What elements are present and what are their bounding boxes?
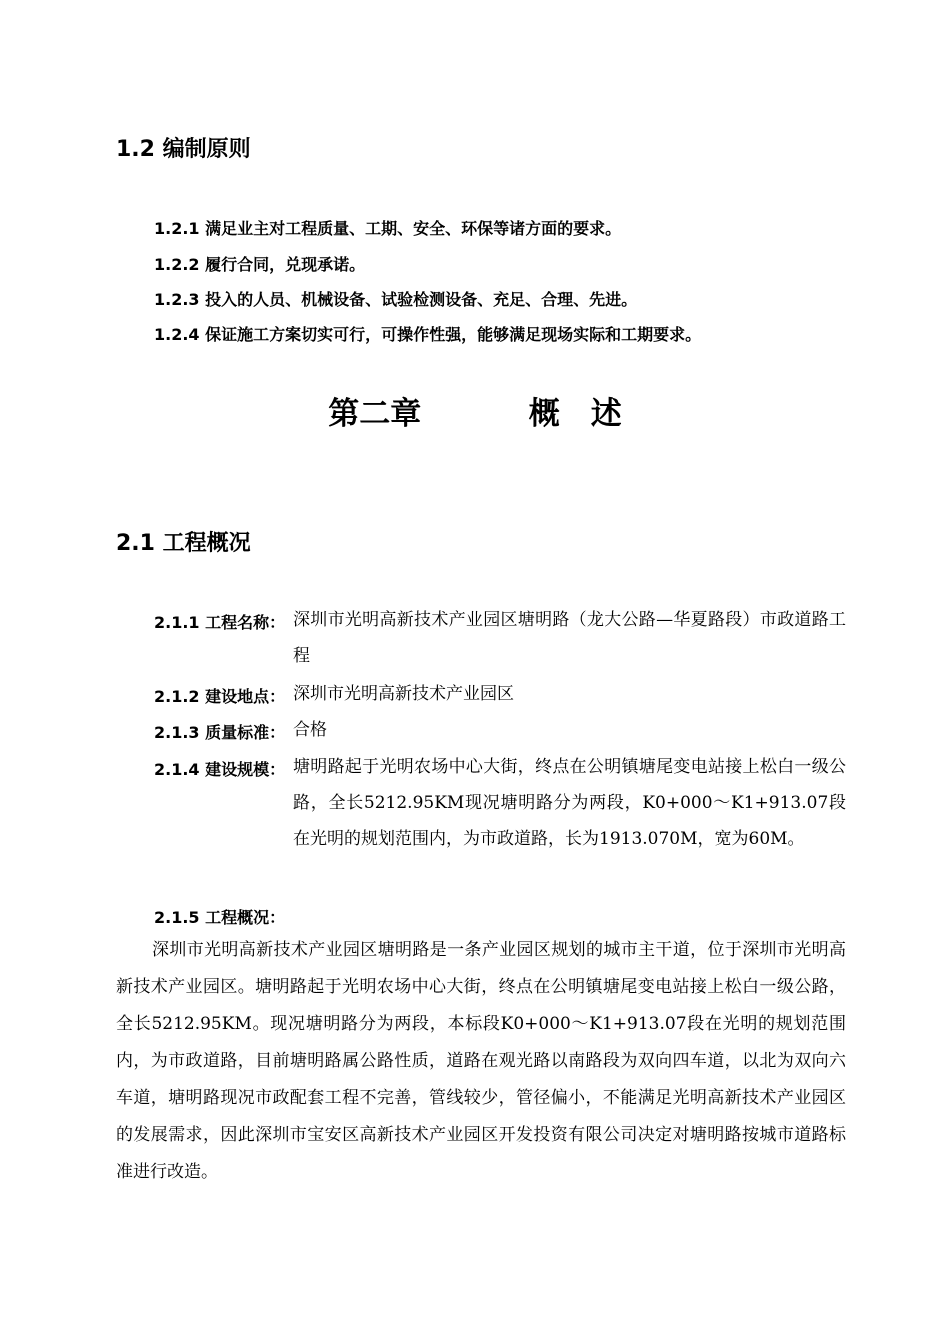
project-name-value: 深圳市光明高新技术产业园区塘明路（龙大公路—华夏路段）市政道路工程 — [293, 610, 846, 666]
location-label: 2.1.2 建设地点： — [154, 687, 286, 706]
chapter-title: 概 述 — [528, 396, 622, 432]
chapter-number: 第二章 — [328, 396, 422, 432]
quality-label: 2.1.3 质量标准： — [154, 723, 286, 742]
section-heading-2-1: 2.1 工程概况 — [116, 531, 251, 556]
principle-item-2: 1.2.2 履行合同，兑现承诺。 — [154, 255, 366, 274]
quality-value: 合格 — [293, 720, 327, 740]
principle-item-3: 1.2.3 投入的人员、机械设备、试验检测设备、充足、合理、先进。 — [154, 290, 638, 309]
overview-paragraph: 深圳市光明高新技术产业园区塘明路是一条产业园区规划的城市主干道，位于深圳市光明高新技术产业园区。塘明路起于光明农场中心大街，终点在公明镇塘尾变电站接上松白一级公路，全长5212.95KM。现况塘明路分为两段，本标段K0+000～K1+913.07段在光明的规划范围内，为市政道路，目前塘明路属公路性质，道路在观光路以南路段为双向四车道，以北为双向六车道，塘明路现况市政配套工程不完善，管线较少，管径偏小，不能满足光明高新技术产业园区的发展需求，因此深圳市宝安区高新技术产业园区开发投资有限公司决定对塘明路按城市道路标准进行改造。 — [116, 940, 846, 1182]
principle-item-1: 1.2.1 满足业主对工程质量、工期、安全、环保等诸方面的要求。 — [154, 219, 622, 238]
overview-label: 2.1.5 工程概况： — [154, 908, 286, 927]
location-value: 深圳市光明高新技术产业园区 — [293, 684, 514, 704]
scale-label: 2.1.4 建设规模： — [154, 760, 286, 779]
project-name-label: 2.1.1 工程名称： — [154, 613, 286, 632]
chapter-heading — [0, 388, 950, 433]
scale-value: 塘明路起于光明农场中心大街，终点在公明镇塘尾变电站接上松白一级公路，全长5212.95KM现况塘明路分为两段，K0+000～K1+913.07段在光明的规划范围内，为市政道路，长为1913.070M，宽为60M。 — [293, 757, 846, 849]
section-heading-1-2: 1.2 编制原则 — [116, 137, 251, 162]
principle-item-4: 1.2.4 保证施工方案切实可行，可操作性强，能够满足现场实际和工期要求。 — [154, 325, 702, 344]
